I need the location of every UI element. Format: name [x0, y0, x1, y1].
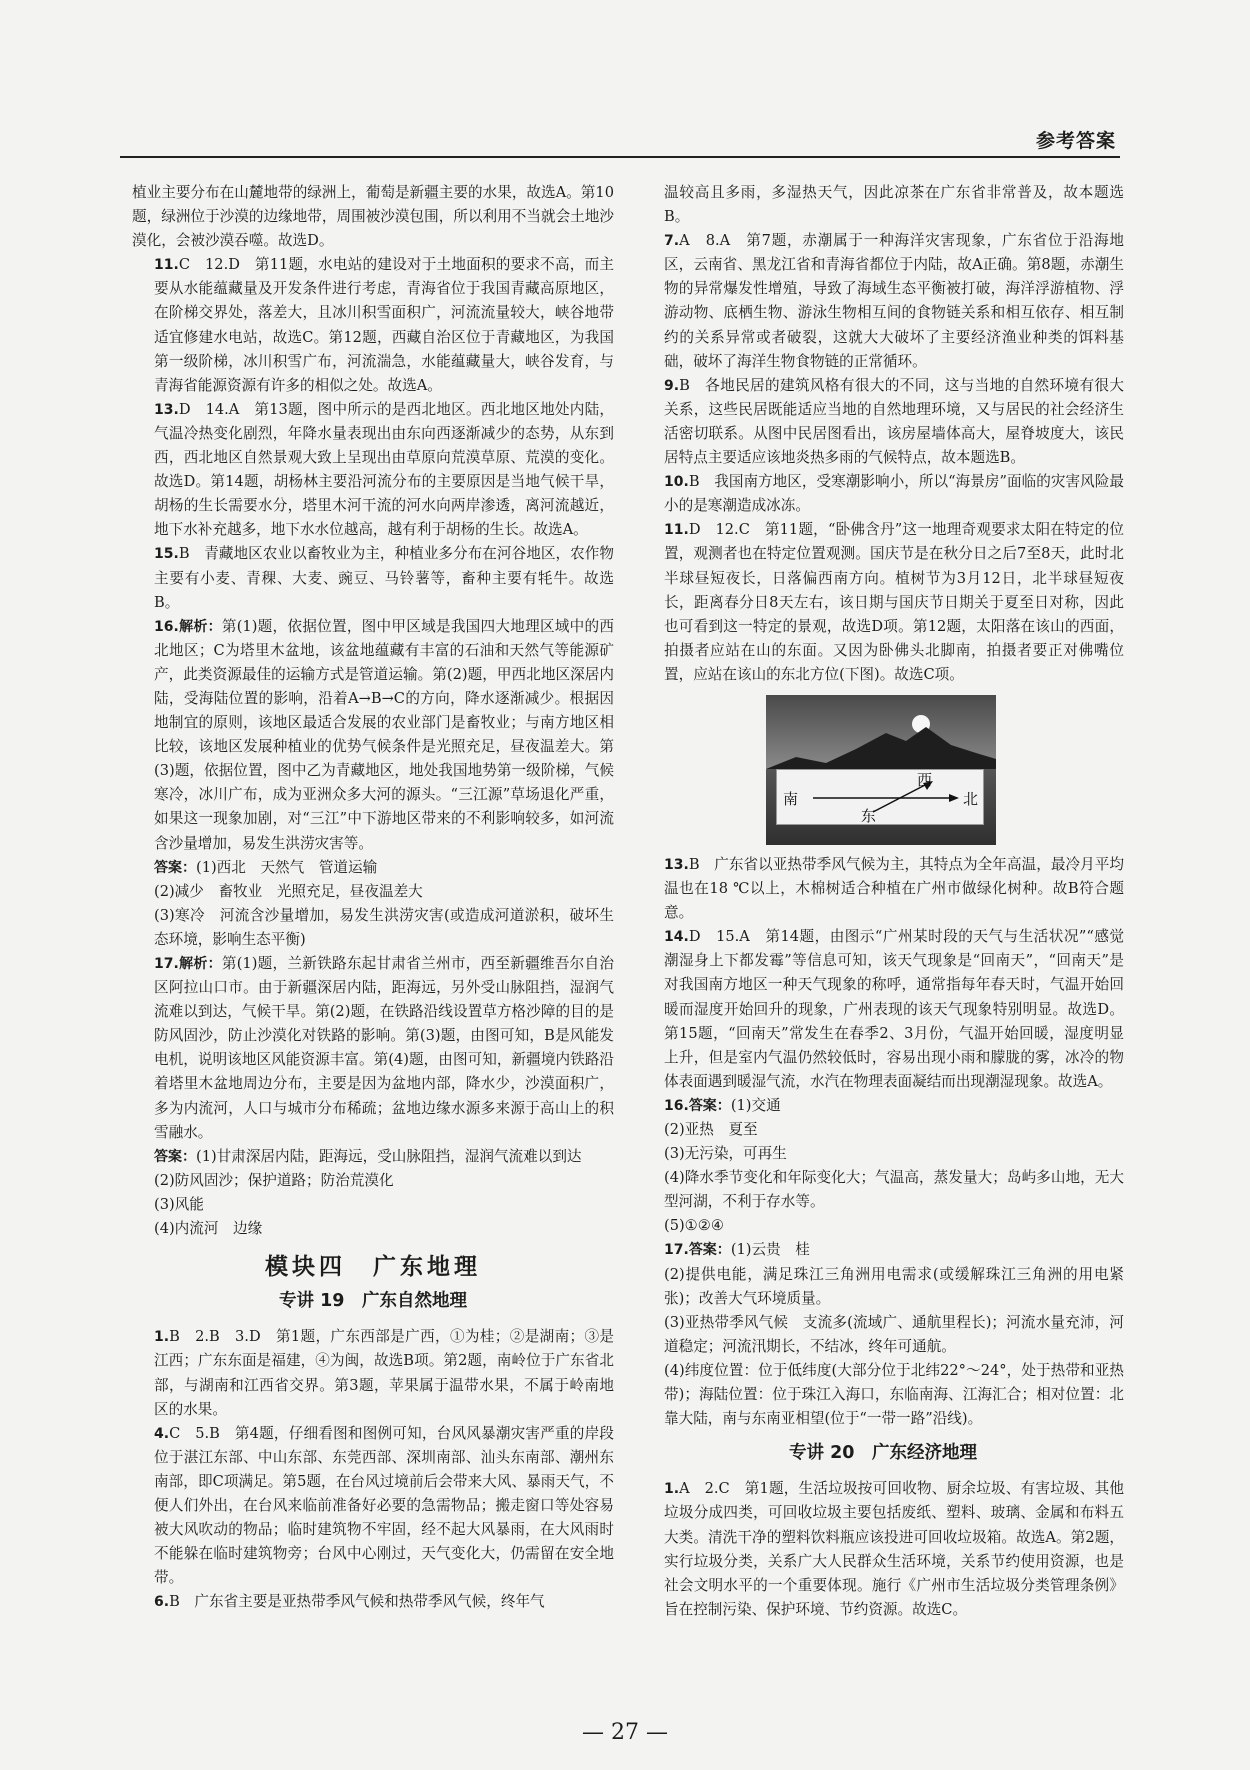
- s19-16-part3: (3)无污染，可再生: [664, 1145, 787, 1163]
- answer-17-key: 答案：(1)甘肃深居内陆，距海远，受山脉阻挡，湿润气流难以到达: [154, 1147, 582, 1165]
- s19-item-16: 16.答案：(1)交通: [664, 1096, 781, 1114]
- answer-16-part3: (3)寒冷 河流含沙量增加，易发生洪涝灾害(或造成河道淤积，破坏生态环境，影响生态平衡): [154, 906, 614, 948]
- label-north: 北: [963, 789, 979, 808]
- answer-item-16: 16.解析：第(1)题，依据位置，图中甲区域是我国四大地理区域中的西北地区；C为塔里木盆地，该盆地蕴藏有丰富的石油和天然气等能源矿产，此类资源最佳的运输方式是管道运输。第(2)题，甲西北地区深居内陆，受海陆位置的影响，沿着A→B→C的方向，降水逐渐减少。根据因地制宜的原则，该地区最适合发展的农业部门是畜牧业；与南方地区相比较，该地区发展种植业的优势气候条件是光照充足，昼夜温差大。第(3)题，依据位置，图中乙为青藏地区，地处我国地势第一级阶梯，气候寒冷，冰川广布，成为亚洲众多大河的源头。“三江源”草场退化严重，如果这一现象加剧，对“三江”中下游地区带来的不利影响较多，如河流含沙量增加，易发生洪涝灾害等。: [154, 617, 614, 852]
- s19-item-4: 4.C 5.B 第4题，仔细看图和图例可知，台风风暴潮灾害严重的岸段位于湛江东部、中山东部、东莞西部、深圳南部、汕头东南部、潮州东南部，即C项满足。第5题，在台风过境前后会带来大风、暴雨天气，不便人们外出，在台风来临前准备好必要的急需物品；搬走窗口等处容易被大风吹动的物品；临时建筑物不牢固，经不起大风暴雨，在大风雨时不能躲在临时建筑物旁；台风中心刚过，天气变化大，仍需留在安全地带。: [154, 1424, 614, 1587]
- s19-item-7: 7.A 8.A 第7题，赤潮属于一种海洋灾害现象，广东省位于沿海地区，云南省、黑龙江省和青海省都位于内陆，故A正确。第8题，赤潮生物的异常爆发性增殖，导致了海域生态平衡被打破，海洋浮游植物、浮游动物、底栖生物、游泳生物相互间的食物链关系和相互依存、相互制约的关系异常或者破裂，这就大大破坏了主要经济渔业种类的饵料基础，破坏了海洋生物食物链的正常循环。: [664, 232, 1124, 370]
- s19-item-13: 13.B 广东省以亚热带季风气候为主，其特点为全年高温，最冷月平均温也在18 ℃以上，木棉树适合种植在广州市做绿化树种。故B符合题意。: [664, 855, 1124, 922]
- s19-16-part5: (5)①②④: [664, 1217, 724, 1235]
- continued-paragraph-right: 温较高且多雨，多湿热天气，因此凉茶在广东省非常普及，故本题选B。: [664, 184, 1124, 226]
- answer-16-key: 答案：(1)西北 天然气 管道运输: [154, 858, 378, 876]
- s19-item-9: 9.B 各地民居的建筑风格有很大的不同，这与当地的自然环境有很大关系，这些民居既能适应当地的自然地理环境，又与居民的社会经济生活密切联系。从图中民居图看出，该房屋墙体高大，屋脊坡度大，该民居特点主要适应该地炎热多雨的气候特点，故本题选B。: [664, 376, 1124, 467]
- module-title: 模块四 广东地理: [265, 1254, 481, 1281]
- section-19-title: 专讲 19 广东自然地理: [279, 1291, 467, 1312]
- answer-17-part4: (4)内流河 边缘: [154, 1220, 263, 1238]
- answer-17-part2: (2)防风固沙；保护道路；防治荒漠化: [154, 1171, 394, 1189]
- sunset-photo-figure: [766, 695, 996, 845]
- answer-item-17: 17.解析：第(1)题，兰新铁路东起甘肃省兰州市，西至新疆维吾尔自治区阿拉山口市。由于新疆深居内陆，距海远，另外受山脉阻挡，湿润气流难以到达，气候干旱。第(2)题，在铁路沿线设置草方格沙障的目的是防风固沙，防止沙漠化对铁路的影响。第(3)题，由图可知，B是风能发电机，说明该地区风能资源丰富。第(4)题，由图可知，新疆境内铁路沿着塔里木盆地周边分布，主要是因为盆地内部，降水少，沙漠面积广，多为内流河，人口与城市分布稀疏；盆地边缘水源多来源于高山上的积雪融水。: [154, 955, 614, 1141]
- answer-17-part3: (3)风能: [154, 1195, 204, 1213]
- header-title: 参考答案: [1035, 130, 1116, 152]
- answer-16-part2: (2)减少 畜牧业 光照充足，昼夜温差大: [154, 882, 423, 900]
- s19-16-part2: (2)亚热 夏至: [664, 1121, 758, 1138]
- s19-item-11: 11.D 12.C 第11题，“卧佛含丹”这一地理奇观要求太阳在特定的位置，观测者也在特定位置观测。国庆节是在秋分日之后7至8天，此时北半球昼短夜长，日落偏西南方向。植树节为3月12日，北半球昼短夜长，距离春分日8天左右，该日期与国庆节日期关于夏至日对称，因此也可看到这一特定的景观，故选D项。第12题，太阳落在该山的西面，拍摄者应站在山的东面。又因为卧佛头北脚南，拍摄者要正对佛嘴位置，应站在该山的东北方位(下图)。故选C项。: [664, 521, 1124, 683]
- s19-17-part3: (3)亚热带季风气候 支流多(流域广、通航里程长)；河流水量充沛，河道稳定；河流汛期长，不结冰，终年可通航。: [664, 1313, 1124, 1355]
- label-west: 西: [917, 770, 933, 789]
- direction-arrows: [777, 770, 983, 824]
- s20-item-1: 1.A 2.C 第1题，生活垃圾按可回收物、厨余垃圾、有害垃圾、其他垃圾分成四类，可回收垃圾主要包括废纸、塑料、玻璃、金属和布料五大类。清洗干净的塑料饮料瓶应该投进可回收垃圾箱。故选A。第2题，实行垃圾分类，关系广大人民群众生活环境，关系节约使用资源，也是社会文明水平的一个重要体现。施行《广州市生活垃圾分类管理条例》旨在控制污染、保护环境、节约资源。故选C。: [664, 1480, 1124, 1618]
- s19-17-part4: (4)纬度位置：位于低纬度(大部分位于北纬22°～24°，处于热带和亚热带)；海陆位置：位于珠江入海口，东临南海、江海汇合；相对位置：北靠大陆，南与东南亚相望(位于“一带一路”沿线)。: [664, 1361, 1124, 1428]
- s19-item-6: 6.B 广东省主要是亚热带季风气候和热带季风气候，终年气: [154, 1593, 545, 1611]
- s19-item-17: 17.答案：(1)云贵 桂: [664, 1241, 810, 1259]
- label-south: 南: [783, 789, 799, 808]
- continued-paragraph: 植业主要分布在山麓地带的绿洲上，葡萄是新疆主要的水果，故选A。第10题，绿洲位于沙漠的边缘地带，周围被沙漠包围，所以利用不当就会土地沙漠化，会被沙漠吞噬。故选D。: [132, 184, 614, 250]
- right-column: [642, 181, 1124, 1622]
- page-number: — 27 —: [582, 1720, 668, 1745]
- label-east: 东: [861, 806, 877, 825]
- answer-item-13: 13.D 14.A 第13题，图中所示的是西北地区。西北地区地处内陆，气温冷热变化剧烈，年降水量表现出由东向西逐渐减少的态势，从东到西，西北地区自然景观大致上呈现出由草原向荒漠草原、荒漠的变化。故选D。第14题，胡杨林主要沿河流分布的主要原因是当地气候干旱，胡杨的生长需要水分，塔里木河干流的河水向两岸渗透，离河流越近，地下水补充越多，地下水水位越高，越有利于胡杨的生长。故选A。: [154, 400, 614, 539]
- s19-item-1: 1.B 2.B 3.D 第1题，广东西部是广西，①为桂；②是湖南；③是江西；广东东面是福建，④为闽，故选B项。第2题，南岭位于广东省北部，与湖南和江西省交界。第3题，苹果属于温带水果，不属于岭南地区的水果。: [154, 1328, 614, 1418]
- s19-17-part2: (2)提供电能，满足珠江三角洲用电需求(或缓解珠江三角洲的用电紧张)；改善大气环境质量。: [664, 1265, 1124, 1307]
- s19-item-10: 10.B 我国南方地区，受寒潮影响小，所以“海景房”面临的灾害风险最小的是寒潮造成冰冻。: [664, 473, 1124, 515]
- page-header: [120, 126, 1120, 158]
- left-column: [132, 181, 614, 1614]
- s19-item-14: 14.D 15.A 第14题，由图示“广州某时段的天气与生活状况”“感觉潮湿身上下都发霉”等信息可知，该天气现象是“回南天”，“回南天”是对我国南方地区一种天气现象的称呼，通常指每年春天时，气温开始回暖而湿度开始回升的现象，广州表现的该天气现象特别明显。故选D。第15题，“回南天”常发生在春季2、3月份，气温开始回暖，湿度明显上升，但是室内气温仍然较低时，容易出现小雨和朦胧的雾，冰冷的物体表面遇到暖湿气流，水汽在物理表面凝结而出现潮湿现象。故选A。: [664, 928, 1124, 1090]
- answer-item-11: 11.C 12.D 第11题，水电站的建设对于土地面积的要求不高，而主要从水能蕴藏量及开发条件进行考虑，青海省位于我国青藏高原地区，在阶梯交界处，落差大，且冰川积雪面积广，河流流量较大，峡谷地带适宜修建水电站，故选C。第12题，西藏自治区位于青藏地区，为我国第一级阶梯，冰川积雪广布，河流湍急，水能蕴藏量大，峡谷发育，与青海省能源资源有许多的相似之处。故选A。: [154, 256, 614, 394]
- direction-diagram: [776, 769, 984, 825]
- section-20-title: 专讲 20 广东经济地理: [789, 1443, 977, 1464]
- answer-item-15: 15.B 青藏地区农业以畜牧业为主，种植业多分布在河谷地区，农作物主要有小麦、青稞、大麦、豌豆、马铃薯等，畜种主要有牦牛。故选B。: [154, 545, 614, 611]
- s19-16-part4: (4)降水季节变化和年际变化大；气温高，蒸发量大；岛屿多山地，无大型河湖，不利于存水等。: [664, 1169, 1124, 1211]
